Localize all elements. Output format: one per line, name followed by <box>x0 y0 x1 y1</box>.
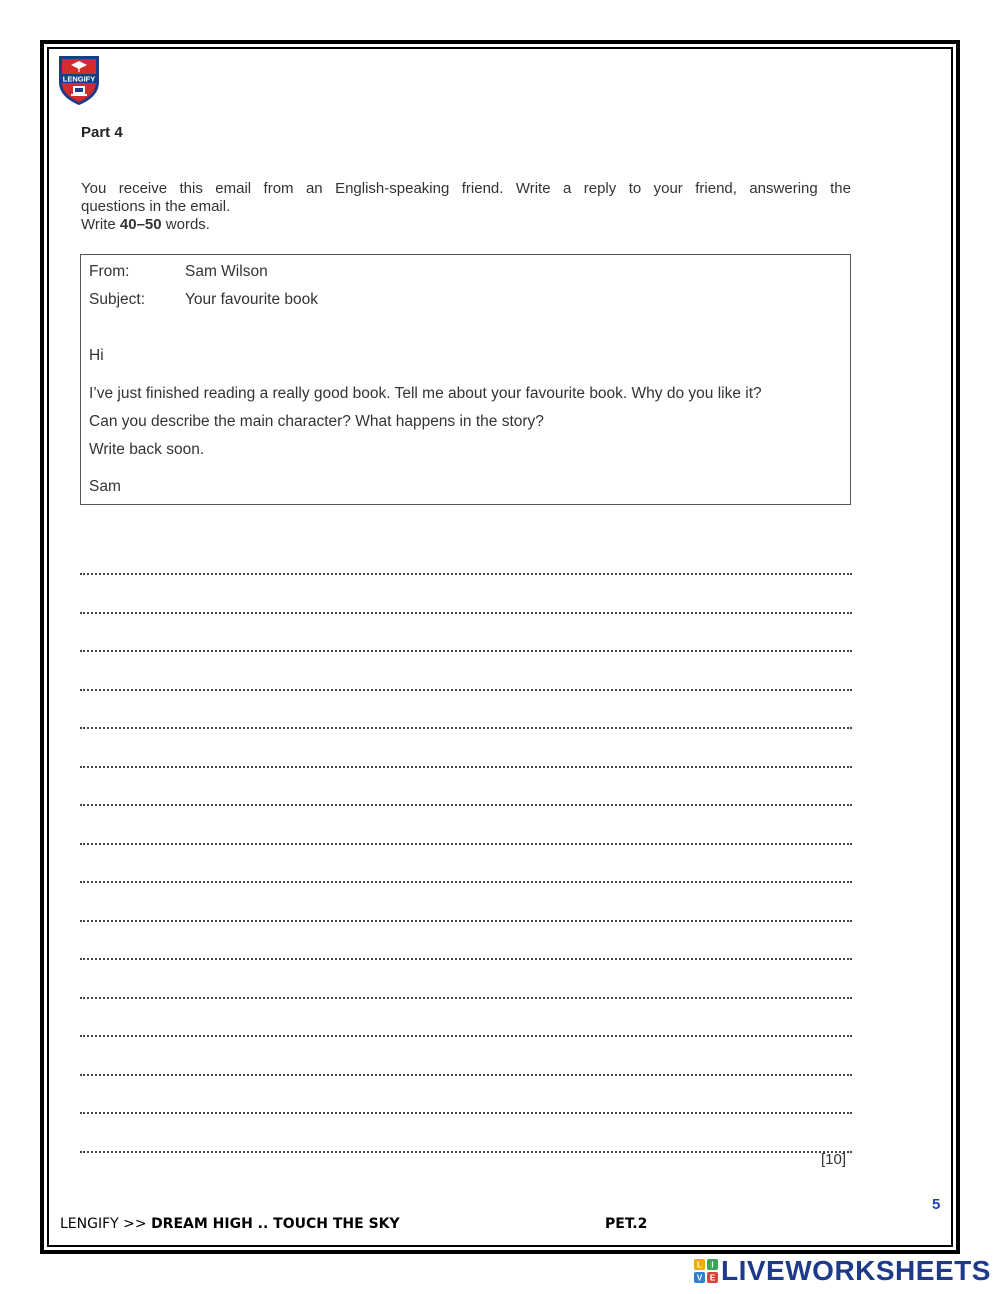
instructions-line-3 <box>81 216 851 234</box>
answer-line[interactable] <box>80 1151 852 1153</box>
from-label: From: <box>89 263 130 280</box>
instructions-line-2: questions in the email. <box>81 198 231 215</box>
answer-line[interactable] <box>80 1035 852 1037</box>
answer-line[interactable] <box>80 958 852 960</box>
svg-text:L: L <box>697 1260 702 1270</box>
liveworksheets-text: LIVEWORKSHEETS <box>721 1255 991 1286</box>
subject-value: Your favourite book <box>185 291 318 308</box>
marks-label: [10] <box>821 1151 847 1168</box>
answer-line[interactable] <box>80 920 852 922</box>
answer-line[interactable] <box>80 689 852 691</box>
instructions <box>81 180 851 234</box>
footer-slogan: DREAM HIGH .. TOUCH THE SKY <box>151 1216 400 1232</box>
instructions-line-1: You receive this email from an English-speaking friend. Write a reply to your friend, answering the <box>81 180 851 197</box>
answer-line[interactable] <box>80 1074 852 1076</box>
answer-line[interactable] <box>80 612 852 614</box>
svg-text:I: I <box>711 1260 714 1270</box>
page-number: 5 <box>932 1196 941 1213</box>
svg-text:E: E <box>709 1273 716 1283</box>
word-count-prefix: Write <box>81 216 120 233</box>
email-body-line-1: I’ve just finished reading a really good book. Tell me about your favourite book. Why do you like it? <box>89 385 762 402</box>
answer-line[interactable] <box>80 804 852 806</box>
from-value: Sam Wilson <box>185 263 268 280</box>
answer-line[interactable] <box>80 843 852 845</box>
footer-level: PET.2 <box>605 1216 648 1232</box>
word-count: 40–50 <box>119 216 162 233</box>
svg-text:V: V <box>696 1273 703 1283</box>
email-greeting: Hi <box>89 347 104 364</box>
email-body-line-3: Write back soon. <box>89 441 205 458</box>
answer-line[interactable] <box>80 727 852 729</box>
lengify-logo <box>55 52 103 106</box>
svg-text:LENGIFY: LENGIFY <box>62 74 96 84</box>
email-body-line-2: Can you describe the main character? What happens in the story? <box>89 413 544 430</box>
part-title: Part 4 <box>81 124 123 141</box>
answer-line[interactable] <box>80 573 852 575</box>
email-signoff: Sam <box>89 478 121 495</box>
email-box <box>80 254 851 505</box>
answer-line[interactable] <box>80 766 852 768</box>
footer-left <box>60 1216 400 1232</box>
word-count-suffix: words. <box>161 216 210 233</box>
liveworksheets-icon <box>694 1259 718 1283</box>
footer-brand: LENGIFY >> <box>60 1216 152 1232</box>
answer-line[interactable] <box>80 881 852 883</box>
answer-line[interactable] <box>80 1112 852 1114</box>
answer-line[interactable] <box>80 997 852 999</box>
subject-label: Subject: <box>89 291 146 308</box>
liveworksheets-watermark <box>694 1256 991 1286</box>
answer-line[interactable] <box>80 650 852 652</box>
